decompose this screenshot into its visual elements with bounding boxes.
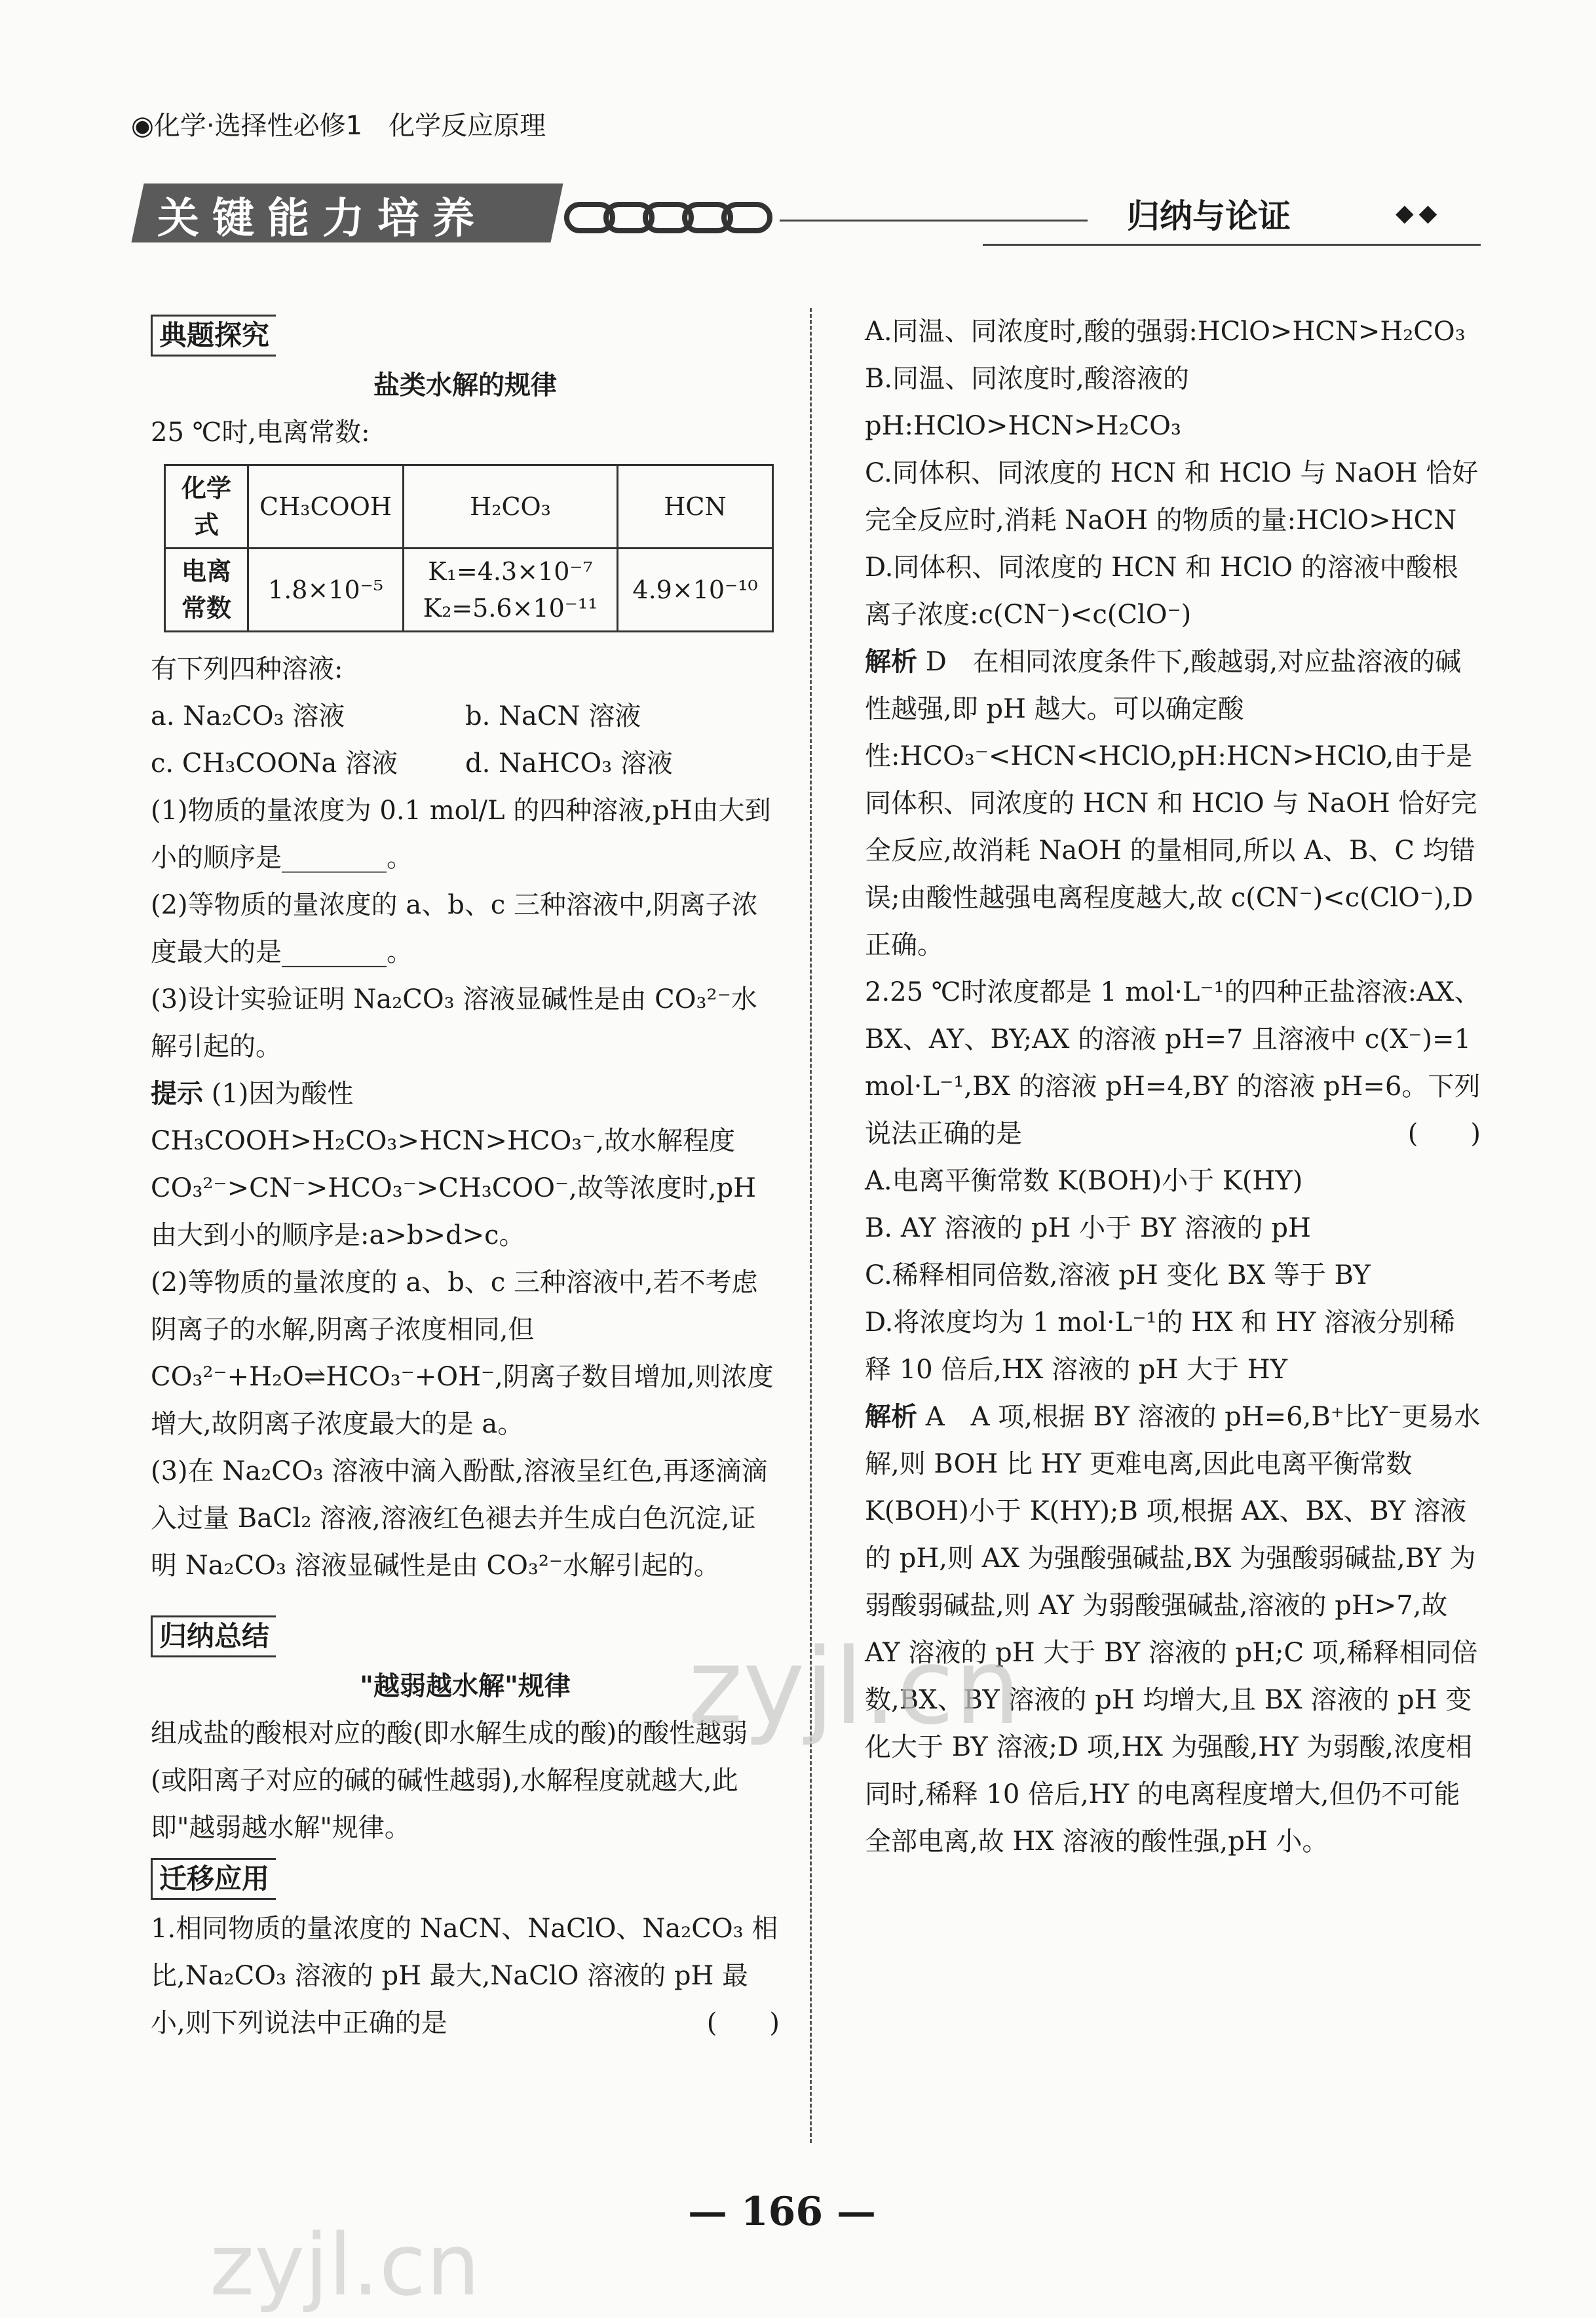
given-text: 有下列四种溶液: bbox=[151, 654, 343, 684]
hint-1 bbox=[151, 1070, 780, 1259]
watermark-bottom: zyjl.cn bbox=[210, 2215, 480, 2315]
left-column bbox=[151, 308, 780, 2047]
hint-label: 提示 bbox=[151, 1079, 203, 1109]
ionization-constant-table bbox=[164, 464, 774, 632]
topic-title: 盐类水解的规律 bbox=[373, 370, 557, 400]
chain-ornament bbox=[563, 197, 780, 242]
table-header-cell: HCN bbox=[618, 465, 773, 549]
tag-summary: 归纳总结 bbox=[151, 1615, 276, 1657]
book-header: ◉化学·选择性必修1 化学反应原理 bbox=[131, 111, 546, 141]
choice-a2: A.电离平衡常数 K(BOH)小于 K(HY) bbox=[865, 1166, 1303, 1196]
problem-2-text: 2.25 ℃时浓度都是 1 mol·L⁻¹的四种正盐溶液:AX、BX、AY、BY;AX 的溶液 pH=7 且溶液中 c(X⁻)=1 mol·L⁻¹,BX 的溶液 pH=4,BY 的溶液 pH=6。下列说法正确的是 bbox=[865, 977, 1481, 1149]
solution-label: 解析 bbox=[865, 647, 917, 677]
hint-2: (2)等物质的量浓度的 a、b、c 三种溶液中,若不考虑阴离子的水解,阴离子浓度相同,但 CO₃²⁻+H₂O⇌HCO₃⁻+OH⁻,阴离子数目增加,则浓度增大,故阴离子浓度最大的是 a。 bbox=[151, 1267, 774, 1439]
choice-d2: D.将浓度均为 1 mol·L⁻¹的 HX 和 HY 溶液分别稀释 10 倍后,HX 溶液的 pH 大于 HY bbox=[865, 1307, 1455, 1385]
k1-value: K₁=4.3×10⁻⁷ bbox=[428, 557, 593, 586]
page-number: — 166 — bbox=[688, 2189, 877, 2235]
solution-1 bbox=[865, 638, 1481, 969]
choice-d: D.同体积、同浓度的 HCN 和 HClO 的溶液中酸根离子浓度:c(CN⁻)<c(ClO⁻) bbox=[865, 552, 1458, 630]
choice-a: A.同温、同浓度时,酸的强弱:HClO>HCN>H₂CO₃ bbox=[865, 317, 1466, 347]
answer-paren: ( ) bbox=[706, 2008, 780, 2038]
table-cell: 4.9×10⁻¹⁰ bbox=[618, 549, 773, 632]
solution-label: 解析 bbox=[865, 1402, 917, 1432]
option-b: b. NaCN 溶液 bbox=[465, 701, 641, 731]
diamond-ornament: ◆◆ bbox=[1396, 200, 1443, 227]
problem-2 bbox=[865, 969, 1481, 1157]
question-2: (2)等物质的量浓度的 a、b、c 三种溶液中,阴离子浓度最大的是________。 bbox=[151, 890, 758, 967]
options-row bbox=[151, 740, 780, 787]
tag-application: 迁移应用 bbox=[151, 1858, 276, 1900]
header-rule bbox=[780, 220, 1088, 222]
table-header-cell: CH₃COOH bbox=[248, 465, 404, 549]
section-subtitle: 归纳与论证 bbox=[1127, 197, 1291, 235]
options-row bbox=[151, 693, 780, 740]
problem-1-text: 1.相同物质的量浓度的 NaCN、NaClO、Na₂CO₃ 相比,Na₂CO₃ 溶液的 pH 最大,NaClO 溶液的 pH 最小,则下列说法中正确的是 bbox=[151, 1914, 778, 2038]
header-rule-lower bbox=[983, 244, 1481, 246]
tag-typical-problem: 典题探究 bbox=[151, 315, 276, 357]
solution-2-text: A A 项,根据 BY 溶液的 pH=6,B⁺比Y⁻更易水解,则 BOH 比 HY 更难电离,因此电离平衡常数 K(BOH)小于 K(HY);B 项,根据 AX、BX、BY 溶液的 pH,则 AX 为强酸强碱盐,BX 为强酸弱碱盐,BY 为弱酸弱碱盐,则 AY 为弱酸强碱盐,溶液的 pH>7,故 AY 溶液的 pH 大于 BY 溶液的 pH;C 项,稀释相同倍数,BX、BY 溶液的 pH 均增大,且 BX 溶液的 pH 变化大于 BY 溶液;D 项,HX 为强酸,HY 为弱酸,浓度相同时,稀释 10 倍后,HY 的电离程度增大,但仍不可能全部电离,故 HX 溶液的酸性强,pH 小。 bbox=[865, 1402, 1481, 1857]
option-c: c. CH₃COONa 溶液 bbox=[151, 748, 398, 779]
problem-1 bbox=[151, 1905, 780, 2047]
table-header-cell: 化学式 bbox=[165, 465, 248, 549]
solution-1-text: D 在相同浓度条件下,酸越弱,对应盐溶液的碱性越强,即 pH 越大。可以确定酸性:HCO₃⁻<HCN<HClO,pH:HCN>HClO,由于是同体积、同浓度的 HCN 和 HClO 与 NaOH 恰好完全反应,故消耗 NaOH 的量相同,所以 A、B、C 均错误;由酸性越强电离程度越大,故 c(CN⁻)<c(ClO⁻),D 正确。 bbox=[865, 647, 1477, 960]
watermark: zyjl.cn bbox=[688, 1625, 1021, 1748]
column-divider bbox=[810, 308, 812, 2143]
table-cell bbox=[404, 549, 618, 632]
choice-c2: C.稀释相同倍数,溶液 pH 变化 BX 等于 BY bbox=[865, 1260, 1371, 1290]
option-a: a. Na₂CO₃ 溶液 bbox=[151, 701, 345, 731]
answer-paren: ( ) bbox=[1407, 1119, 1481, 1149]
choice-b: B.同温、同浓度时,酸溶液的 pH:HClO>HCN>H₂CO₃ bbox=[865, 364, 1189, 441]
rule-text: 组成盐的酸根对应的酸(即水解生成的酸)的酸性越弱(或阳离子对应的碱的碱性越弱),水解程度就越大,此即"越弱越水解"规律。 bbox=[151, 1718, 748, 1843]
question-1: (1)物质的量浓度为 0.1 mol/L 的四种溶液,pH由大到小的顺序是________。 bbox=[151, 796, 771, 873]
option-d: d. NaHCO₃ 溶液 bbox=[465, 748, 673, 779]
k2-value: K₂=5.6×10⁻¹¹ bbox=[423, 594, 598, 623]
rule-title: "越弱越水解"规律 bbox=[360, 1671, 571, 1701]
banner-title: 关键能力培养 bbox=[157, 195, 487, 243]
table-cell: 1.8×10⁻⁵ bbox=[248, 549, 404, 632]
choice-c: C.同体积、同浓度的 HCN 和 HClO 与 NaOH 恰好完全反应时,消耗 NaOH 的物质的量:HClO>HCN bbox=[865, 458, 1479, 535]
table-row-label: 电离常数 bbox=[165, 549, 248, 632]
question-3: (3)设计实验证明 Na₂CO₃ 溶液显碱性是由 CO₃²⁻水解引起的。 bbox=[151, 984, 757, 1062]
hint-3: (3)在 Na₂CO₃ 溶液中滴入酚酞,溶液呈红色,再逐滴滴入过量 BaCl₂ 溶液,溶液红色褪去并生成白色沉淀,证明 Na₂CO₃ 溶液显碱性是由 CO₃²⁻水解引起的。 bbox=[151, 1456, 768, 1581]
table-header-cell: H₂CO₃ bbox=[404, 465, 618, 549]
choice-b2: B. AY 溶液的 pH 小于 BY 溶液的 pH bbox=[865, 1213, 1311, 1243]
intro-text: 25 ℃时,电离常数: bbox=[151, 417, 370, 448]
hint-1-text: (1)因为酸性 CH₃COOH>H₂CO₃>HCN>HCO₃⁻,故水解程度 CO₃²⁻>CN⁻>HCO₃⁻>CH₃COO⁻,故等浓度时,pH 由大到小的顺序是:a>b>d>c。 bbox=[151, 1079, 757, 1250]
